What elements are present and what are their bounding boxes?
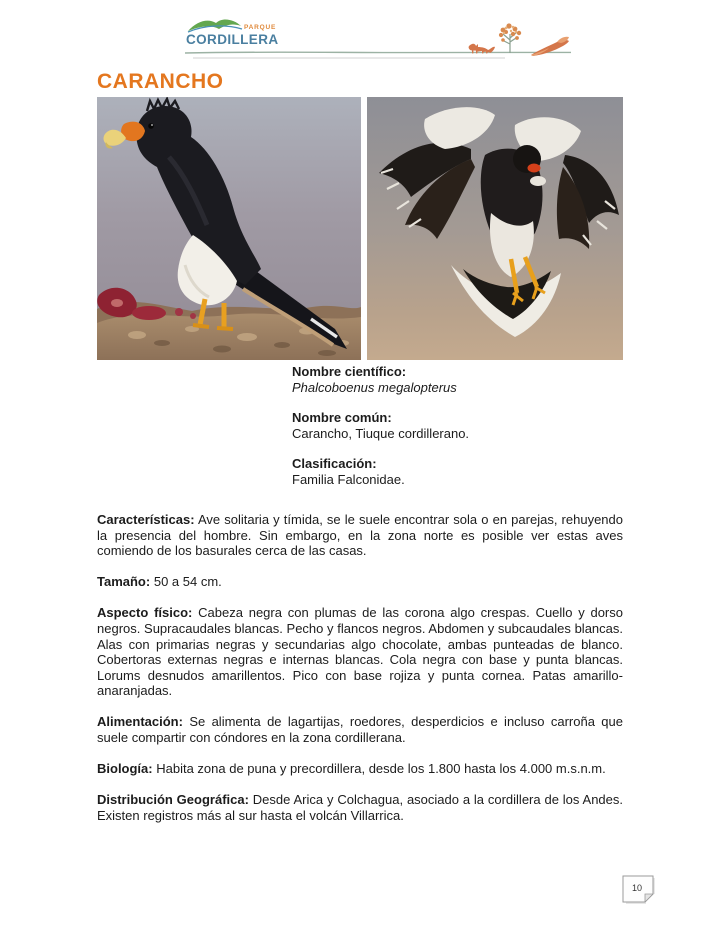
logo-cordillera-label: CORDILLERA <box>186 32 279 47</box>
paragraph-distribucion <box>97 792 623 823</box>
header-ground-line <box>185 52 571 53</box>
paragraph-label: Características: <box>97 512 195 527</box>
page-number: 10 <box>631 883 643 893</box>
paragraph-label: Biología: <box>97 761 153 777</box>
paragraph-text: Desde Arica y Colchagua, asociado a la cordillera de los Andes. Existen registros más al sur hasta el volcán Villarrica. <box>97 792 623 823</box>
common-name-label: Nombre común: <box>292 410 392 425</box>
paragraph-text: Se alimenta de lagartijas, roedores, desperdicios e incluso carroña que suele compartir con cóndores en la zona cordillerana. <box>97 714 623 746</box>
carancho-flying-photo <box>367 97 623 360</box>
paragraph-text: Cabeza negra con plumas de las corona algo crespas. Cuello y dorso negros. Supracaudales blancas. Pecho y flancos negros. Abdomen y subcaudales blancas. Alas con primarias negras y secundarias algo chocolate, ambas punteadas de blanco. Cobertoras externas negras e internas blancas. Cola negra con base y punta blancas. Lorums desnudos amarillentos. Pico con base rojiza y punta cornea. Patas amarillo-anaranjadas. <box>97 605 623 699</box>
common-name-value: Carancho, Tiuque cordillerano. <box>292 425 470 441</box>
page-title: CARANCHO <box>97 70 224 93</box>
species-info-block <box>292 364 602 502</box>
paragraph-aspecto-fisico <box>97 605 623 699</box>
carancho-standing-photo <box>97 97 361 360</box>
classification-value: Familia Falconidae. <box>292 471 405 487</box>
paragraph-text: Habita zona de puna y precordillera, desde los 1.800 hasta los 4.000 m.s.n.m. <box>156 761 606 777</box>
scientific-name-group <box>292 364 602 395</box>
paragraph-tamano <box>97 574 623 590</box>
paragraph-text: 50 a 54 cm. <box>153 574 222 590</box>
classification-label: Clasificación: <box>292 456 377 471</box>
classification-group <box>292 456 602 487</box>
paragraph-caracteristicas <box>97 512 623 559</box>
paragraph-biologia <box>97 761 623 777</box>
paragraph-text: Ave solitaria y tímida, se le suele encontrar sola o en parejas, rehuyendo la presencia del hombre. Sin embargo, en la zona norte es posible ver estas aves comiendo de los basurales cerca de las casas. <box>97 512 623 559</box>
paragraph-label: Aspecto físico: <box>97 605 193 621</box>
paragraph-label: Distribución Geográfica: <box>97 792 249 808</box>
common-name-group <box>292 410 602 441</box>
parque-cordillera-logo-icon <box>188 19 242 32</box>
paragraph-label: Tamaño: <box>97 574 151 590</box>
logo-parque-label: PARQUE <box>244 24 277 31</box>
paragraph-alimentacion <box>97 714 623 745</box>
tree-icon <box>499 23 521 53</box>
scientific-name-value: Phalcoboenus megalopterus <box>292 379 457 395</box>
header-banner <box>183 16 573 64</box>
scientific-name-label: Nombre científico: <box>292 364 407 379</box>
species-description <box>97 512 623 839</box>
paragraph-label: Alimentación: <box>97 714 183 730</box>
page-number-tab <box>620 874 658 906</box>
